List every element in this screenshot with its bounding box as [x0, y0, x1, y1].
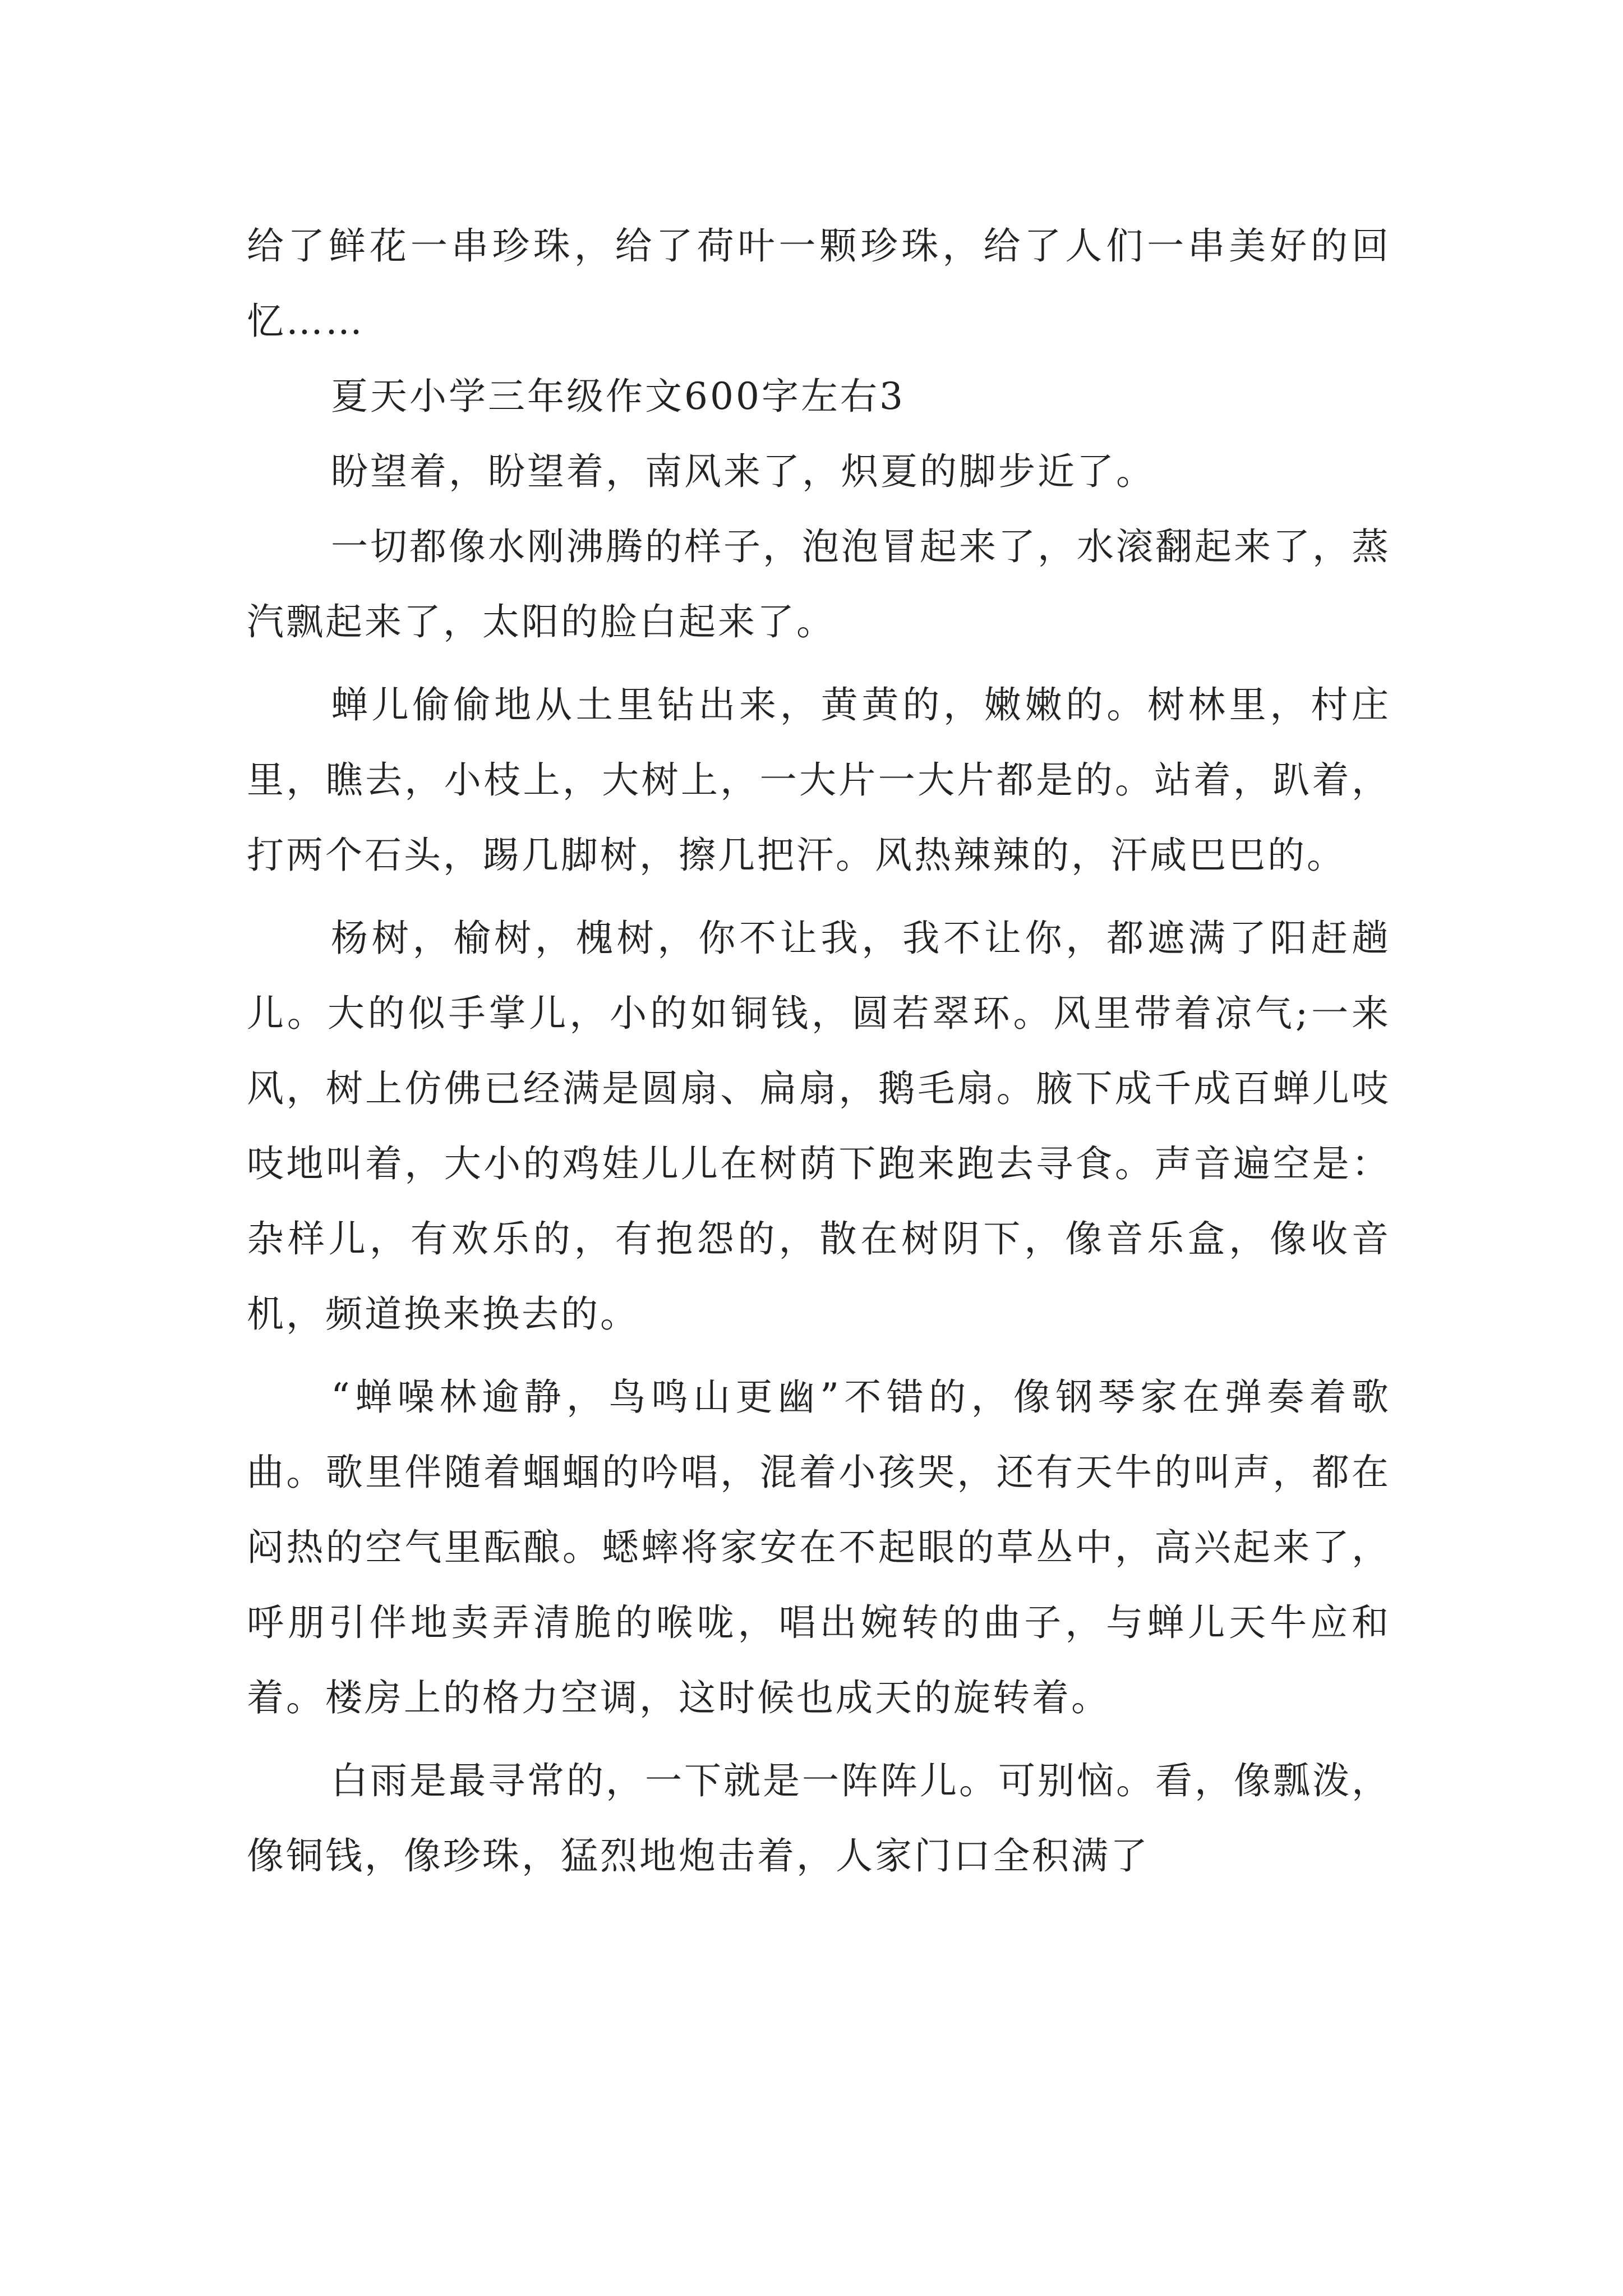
essay-heading: 夏天小学三年级作文600字左右3	[331, 375, 905, 418]
paragraph: 一切都像水刚沸腾的样子，泡泡冒起来了，水滚翻起来了，蒸汽飘起来了，太阳的脸白起来了。	[247, 525, 1391, 643]
paragraph: 盼望着，盼望着，南风来了，炽夏的脚步近了。	[331, 450, 1155, 493]
paragraph: 杨树，榆树，槐树，你不让我，我不让你，都遮满了阳赶趟儿。大的似手掌儿，小的如铜钱，圆若翠环。风里带着凉气;一来风，树上仿佛已经满是圆扇、扁扇，鹅毛扇。腋下成千成百蝉儿吱吱地叫着，大小的鸡娃儿儿在树荫下跑来跑去寻食。声音遍空是：杂样儿，有欢乐的，有抱怨的，散在树阴下，像音乐盒，像收音机，频道换来换去的。	[247, 917, 1391, 1336]
paragraph: 白雨是最寻常的，一下就是一阵阵儿。可别恼。看，像瓢泼，像铜钱，像珍珠，猛烈地炮击着，人家门口全积满了	[247, 1759, 1391, 1878]
paragraph: 蝉儿偷偷地从土里钻出来，黄黄的，嫩嫩的。树林里，村庄里，瞧去，小枝上，大树上，一大片一大片都是的。站着，趴着，打两个石头，踢几脚树，擦几把汗。风热辣辣的，汗咸巴巴的。	[247, 683, 1391, 877]
paragraph: “蝉噪林逾静，鸟鸣山更幽”不错的，像钢琴家在弹奏着歌曲。歌里伴随着蝈蝈的吟唱，混着小孩哭，还有天牛的叫声，都在闷热的空气里酝酿。蟋蟀将家安在不起眼的草丛中，高兴起来了，呼朋引伴地卖弄清脆的喉咙，唱出婉转的曲子，与蝉儿天牛应和着。楼房上的格力空调，这时候也成天的旋转着。	[247, 1375, 1391, 1719]
document-body	[247, 209, 1391, 1894]
paragraph-continuation: 给了鲜花一串珍珠，给了荷叶一颗珍珠，给了人们一串美好的回忆……	[247, 224, 1391, 343]
